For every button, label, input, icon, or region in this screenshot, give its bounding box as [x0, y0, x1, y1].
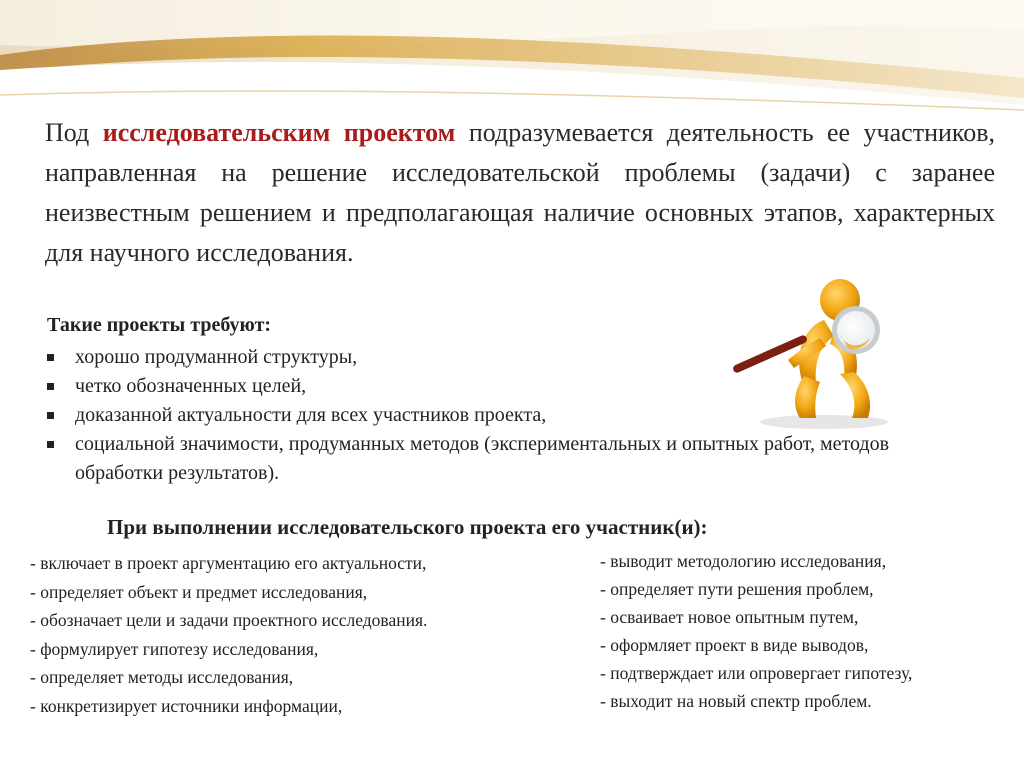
- task-item: - определяет объект и предмет исследования,: [30, 581, 368, 602]
- bullet-icon: [47, 354, 54, 361]
- task-item: - формулирует гипотезу исследования,: [30, 638, 319, 659]
- task-item: - конкретизирует источники информации,: [30, 695, 343, 716]
- task-item: - осваивает новое опытным путем,: [600, 607, 859, 627]
- bullet-icon: [47, 383, 54, 390]
- tasks-title: При выполнении исследовательского проекта его участник(и):: [107, 515, 708, 539]
- bullet-icon: [47, 441, 54, 448]
- task-item: - подтверждает или опровергает гипотезу,: [600, 663, 913, 683]
- tasks-right-list: [600, 547, 1020, 715]
- intro-paragraph: [45, 113, 995, 273]
- requirement-item: социальной значимости, продуманных методов (экспериментальных и опытных работ, методов обработки результатов).: [45, 430, 975, 488]
- requirement-item: хорошо продуманной структуры,: [45, 343, 975, 372]
- tasks-left-list: [30, 549, 590, 720]
- task-item: - обозначает цели и задачи проектного исследования.: [30, 610, 428, 630]
- task-item: - выводит методологию исследования,: [600, 551, 887, 571]
- task-item: - выходит на новый спектр проблем.: [600, 691, 872, 711]
- intro-text-end: подразумевается деятельность ее участников, направленная на решение исследовательской проблемы (задачи) с заранее неизвестным решением и предполагающая наличие основных этапов, характерных для научного исследования.: [45, 118, 995, 267]
- task-item: - определяет пути решения проблем,: [600, 579, 874, 599]
- requirement-item: четко обозначенных целей,: [45, 372, 975, 401]
- requirements-title: Такие проекты требуют:: [47, 314, 272, 336]
- intro-text-start: Под: [45, 118, 103, 147]
- person-with-magnifier-icon: [728, 272, 900, 432]
- task-item: - оформляет проект в виде выводов,: [600, 635, 869, 655]
- requirement-item: доказанной актуальности для всех участников проекта,: [45, 401, 975, 430]
- task-item: - определяет методы исследования,: [30, 667, 294, 687]
- bullet-icon: [47, 412, 54, 419]
- decorative-header-swoosh: [0, 0, 1024, 115]
- task-item: - включает в проект аргументацию его актуальности,: [30, 553, 427, 573]
- intro-highlight: исследовательским проектом: [102, 118, 456, 147]
